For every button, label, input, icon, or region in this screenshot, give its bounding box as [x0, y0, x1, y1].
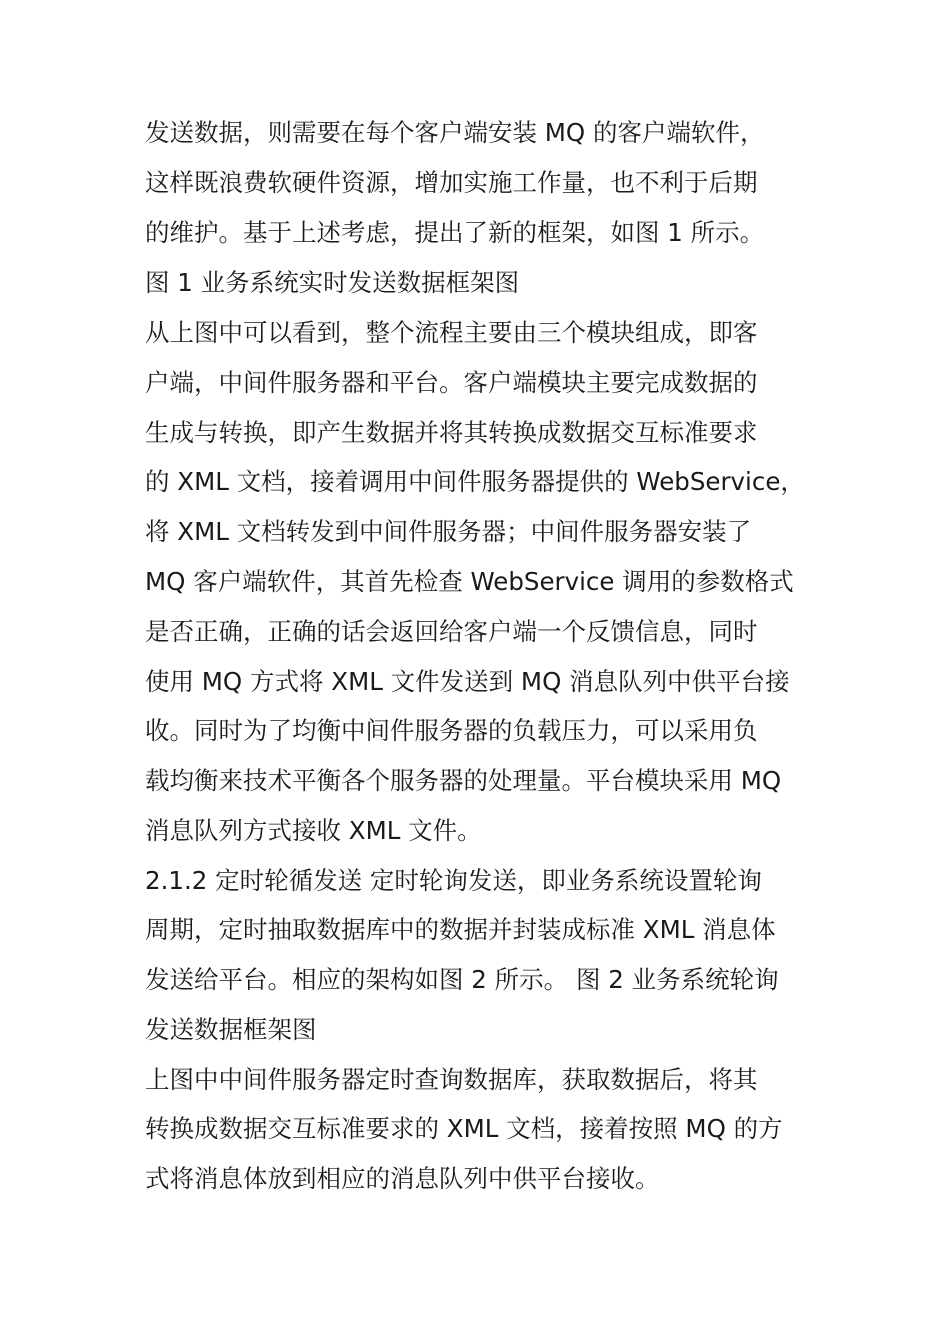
text-line: 消息队列方式接收 XML 文件。 — [145, 816, 482, 845]
text-line: 的 XML 文档，接着调用中间件服务器提供的 WebService， — [145, 467, 805, 496]
text-line: 发送数据，则需要在每个客户端安装 MQ 的客户端软件， — [145, 118, 765, 147]
text-line: 生成与转换，即产生数据并将其转换成数据交互标准要求 — [145, 418, 758, 447]
section-heading-line: 2.1.2 定时轮循发送 定时轮询发送，即业务系统设置轮询 — [145, 866, 762, 895]
text-line: 载均衡来技术平衡各个服务器的处理量。平台模块采用 MQ — [145, 766, 782, 795]
text-line: 的维护。基于上述考虑，提出了新的框架，如图 1 所示。 — [145, 218, 765, 247]
text-line: 户端，中间件服务器和平台。客户端模块主要完成数据的 — [145, 368, 758, 397]
text-line: 这样既浪费软硬件资源，增加实施工作量，也不利于后期 — [145, 168, 758, 197]
text-line: 发送给平台。相应的架构如图 2 所示。 图 2 业务系统轮询 — [145, 965, 779, 994]
text-line: 转换成数据交互标准要求的 XML 文档，接着按照 MQ 的方 — [145, 1114, 783, 1143]
text-line: 收。同时为了均衡中间件服务器的负载压力，可以采用负 — [145, 716, 758, 745]
figure-caption: 图 1 业务系统实时发送数据框架图 — [145, 268, 520, 297]
text-line: 是否正确，正确的话会返回给客户端一个反馈信息，同时 — [145, 617, 758, 646]
text-line: 从上图中可以看到，整个流程主要由三个模块组成，即客 — [145, 318, 758, 347]
text-line: 使用 MQ 方式将 XML 文件发送到 MQ 消息队列中供平台接 — [145, 667, 790, 696]
text-line: 将 XML 文档转发到中间件服务器；中间件服务器安装了 — [145, 517, 752, 546]
text-line: MQ 客户端软件，其首先检查 WebService 调用的参数格式 — [145, 567, 794, 596]
text-line: 周期，定时抽取数据库中的数据并封装成标准 XML 消息体 — [145, 915, 776, 944]
text-line: 式将消息体放到相应的消息队列中供平台接收。 — [145, 1164, 660, 1193]
text-line: 上图中中间件服务器定时查询数据库，获取数据后，将其 — [145, 1065, 758, 1094]
text-line: 发送数据框架图 — [145, 1015, 317, 1044]
